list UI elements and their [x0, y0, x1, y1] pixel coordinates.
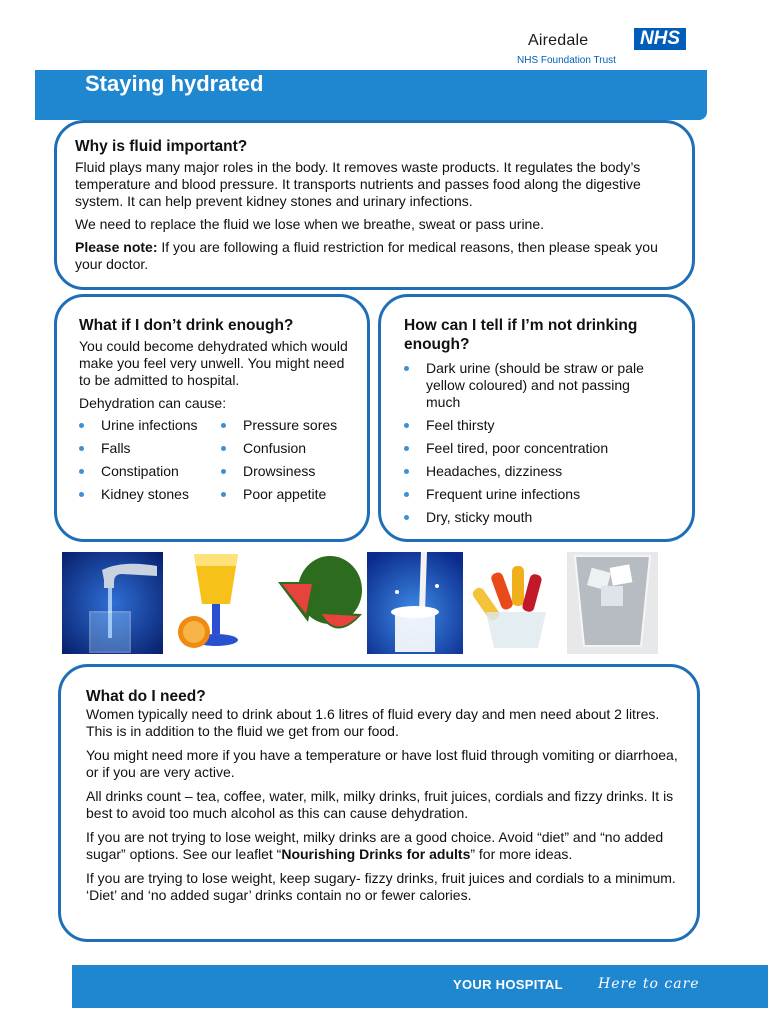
- milk-splash-photo: [367, 552, 463, 654]
- note-paragraph: [75, 239, 675, 273]
- paragraph: If you are trying to lose weight, keep sugary- fizzy drinks, fruit juices and cordials to a minimum. ‘Diet’ and ‘no added sugar’ drinks contain no or fewer calories.: [86, 870, 676, 903]
- dehydration-causes-list: [79, 417, 354, 503]
- paragraph: All drinks count – tea, coffee, water, milk, milky drinks, fruit juices, cordials and fizzy drinks. It is best to avoid too much alcohol as this can cause dehydration.: [86, 788, 674, 821]
- watermelon-photo: [268, 552, 364, 654]
- not-drinking-box: [54, 294, 370, 542]
- bullet-icon: [404, 515, 409, 520]
- glass-of-water-photo: [567, 552, 658, 654]
- ice-lollies-photo: [466, 552, 562, 654]
- bullet-icon: [221, 492, 226, 497]
- paragraph: If you are not trying to lose weight, milky drinks are a good choice. Avoid “diet” and “no added sugar” options. See our leaflet “Nourishing Drinks for adults” for more ideas.: [86, 829, 664, 862]
- bullet-icon: [79, 423, 84, 428]
- tap-water-photo: [62, 552, 163, 654]
- section-heading: What do I need?: [86, 688, 206, 705]
- list-item: Confusion: [221, 440, 351, 457]
- hospital-name: Airedale: [528, 32, 589, 49]
- causes-column: [221, 417, 351, 503]
- leaflet-name: Nourishing Drinks for adults: [281, 846, 471, 862]
- bullet-icon: [404, 492, 409, 497]
- paragraph: We need to replace the fluid we lose when we breathe, sweat or pass urine.: [75, 216, 545, 232]
- list-item: Constipation: [79, 463, 221, 480]
- page-title: Staying hydrated: [85, 71, 264, 96]
- nhs-logo: NHS: [634, 28, 686, 50]
- how-tell-box: [378, 294, 695, 542]
- paragraph: Fluid plays many major roles in the body. It removes waste products. It regulates the body’s temperature and blood pressure. It transports nutrients and passes food along the digestive system. It can help prevent kidney stones and urinary infections.: [75, 159, 641, 209]
- footer-tagline: Here to care: [598, 976, 700, 992]
- list-item: Urine infections: [79, 417, 221, 434]
- bullet-icon: [79, 446, 84, 451]
- note-text: If you are following a fluid restriction for medical reasons, then please speak you your doctor.: [75, 239, 658, 272]
- list-item: Headaches, dizziness: [404, 463, 654, 480]
- what-do-i-need-box: [58, 664, 700, 942]
- paragraph: Dehydration can cause:: [79, 395, 227, 411]
- bullet-icon: [221, 469, 226, 474]
- list-item: Pressure sores: [221, 417, 351, 434]
- trust-name: NHS Foundation Trust: [517, 55, 616, 66]
- section-heading: Why is fluid important?: [75, 138, 248, 155]
- footer-text: YOUR HOSPITAL: [453, 977, 563, 992]
- bullet-icon: [404, 446, 409, 451]
- list-item: Dark urine (should be straw or pale yellow coloured) and not passing much: [404, 360, 654, 411]
- paragraph: You might need more if you have a temperature or have lost fluid through vomiting or diarrhoea, or if you are very active.: [86, 747, 678, 780]
- bullet-icon: [79, 469, 84, 474]
- bullet-icon: [221, 446, 226, 451]
- paragraph: Women typically need to drink about 1.6 litres of fluid every day and men need about 2 litres. This is in addition to the fluid we get from our food.: [86, 706, 660, 739]
- section-heading: How can I tell if I’m not drinking enough?: [404, 317, 638, 353]
- list-item: Falls: [79, 440, 221, 457]
- list-item: Kidney stones: [79, 486, 221, 503]
- bullet-icon: [404, 423, 409, 428]
- list-item: Drowsiness: [221, 463, 351, 480]
- bullet-icon: [404, 469, 409, 474]
- list-item: Frequent urine infections: [404, 486, 654, 503]
- symptoms-list: [404, 360, 654, 526]
- bullet-icon: [404, 366, 409, 371]
- paragraph: You could become dehydrated which would make you feel very unwell. You might need to be admitted to hospital.: [79, 338, 348, 388]
- orange-juice-photo: [166, 552, 264, 654]
- list-item: Dry, sticky mouth: [404, 509, 654, 526]
- list-item: Feel tired, poor concentration: [404, 440, 654, 457]
- section-heading: What if I don’t drink enough?: [79, 317, 294, 334]
- bullet-icon: [221, 423, 226, 428]
- bullet-icon: [79, 492, 84, 497]
- causes-column: [79, 417, 221, 503]
- why-fluid-box: [54, 120, 695, 290]
- note-label: Please note:: [75, 239, 158, 255]
- list-item: Poor appetite: [221, 486, 351, 503]
- list-item: Feel thirsty: [404, 417, 654, 434]
